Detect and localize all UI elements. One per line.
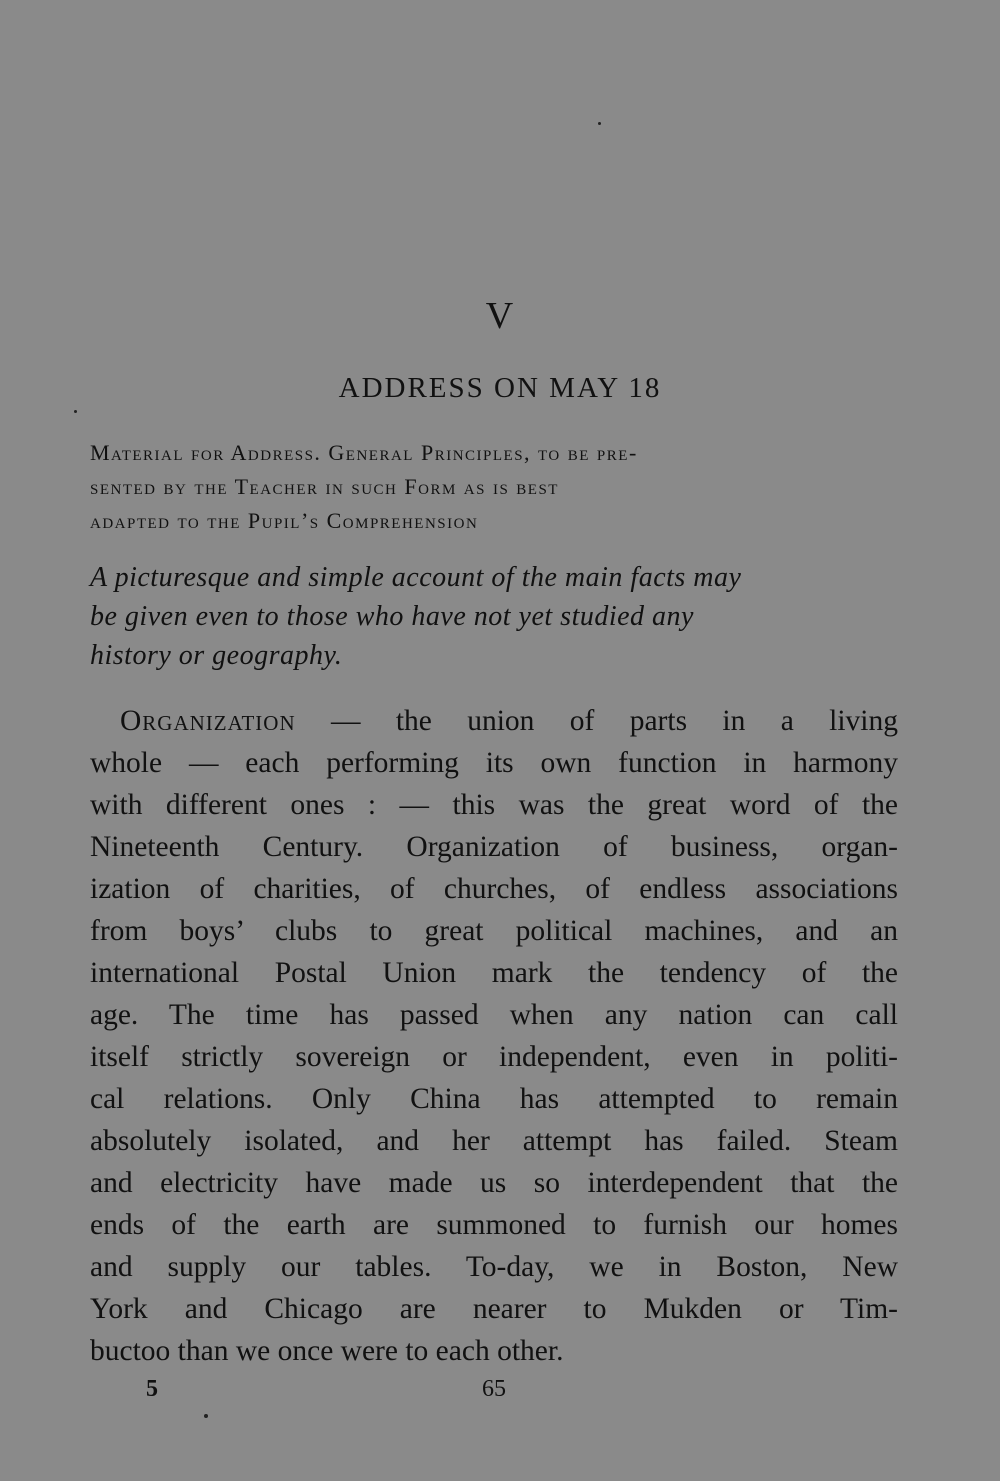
body-line: with different ones : — this was the great word of the	[90, 789, 898, 821]
body-line	[90, 700, 898, 742]
italic-note	[90, 558, 898, 675]
note-line: be given even to those who have not yet studied any	[90, 601, 694, 632]
signature-mark: 5	[146, 1376, 158, 1402]
body-line: York and Chicago are nearer to Mukden or Tim-	[90, 1293, 898, 1325]
note-line: A picturesque and simple account of the main facts may	[90, 562, 742, 593]
note-line: history or geography.	[90, 640, 343, 671]
summary-line: sented by the Teacher in such Form as is best	[90, 474, 559, 499]
body-line-rest: — the union of parts in a living	[295, 705, 898, 737]
body-line: buctoo than we once were to each other.	[90, 1335, 564, 1367]
print-speck	[74, 410, 77, 413]
body-line: and electricity have made us so interdependent that the	[90, 1167, 898, 1199]
body-line: age. The time has passed when any nation can call	[90, 999, 898, 1031]
print-speck	[204, 1414, 208, 1418]
chapter-numeral: V	[485, 295, 515, 337]
lead-word: Organization	[120, 705, 296, 737]
body-line: whole — each performing its own function in harmony	[90, 747, 898, 779]
summary-line: Material for Address. General Principles, to be pre-	[90, 440, 638, 465]
body-line: ization of charities, of churches, of endless associations	[90, 873, 898, 905]
body-line: absolutely isolated, and her attempt has failed. Steam	[90, 1125, 898, 1157]
chapter-title: ADDRESS ON MAY 18	[338, 372, 662, 404]
summary-line: adapted to the Pupil’s Comprehension	[90, 508, 479, 533]
print-speck	[598, 122, 601, 125]
body-line: Nineteenth Century. Organization of business, organ-	[90, 831, 898, 863]
body-line: from boys’ clubs to great political machines, and an	[90, 915, 898, 947]
body-line: and supply our tables. To-day, we in Boston, New	[90, 1251, 898, 1283]
body-line: ends of the earth are summoned to furnish our homes	[90, 1209, 898, 1241]
chapter-summary	[90, 436, 898, 538]
body-paragraph	[90, 700, 898, 1372]
body-line: cal relations. Only China has attempted to remain	[90, 1083, 898, 1115]
body-line: international Postal Union mark the tendency of the	[90, 957, 898, 989]
body-line: itself strictly sovereign or independent, even in politi-	[90, 1041, 898, 1073]
page-number: 65	[482, 1376, 506, 1402]
